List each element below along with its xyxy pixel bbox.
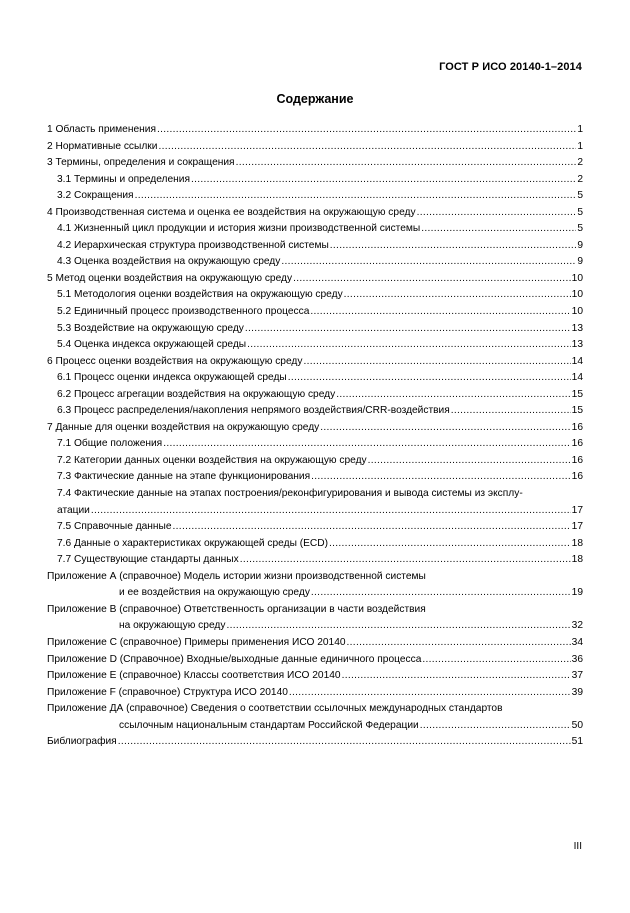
toc-leader-dots <box>422 652 570 669</box>
toc-entry-page: 10 <box>571 306 583 318</box>
toc-leader-dots <box>163 436 570 453</box>
toc-leader-dots <box>158 139 576 156</box>
toc-entry-title: 6.2 Процесс агрегации воздействия на окружающую среду <box>57 388 336 400</box>
toc-leader-dots <box>347 635 571 652</box>
toc-entry-title: 7.5 Справочные данные <box>57 521 172 533</box>
toc-entry-page: 2 <box>577 157 583 169</box>
toc-entry[interactable] <box>47 155 583 172</box>
toc-entry-page: 39 <box>571 686 583 698</box>
toc-leader-dots <box>191 172 576 189</box>
toc-leader-dots <box>240 552 571 569</box>
toc-entry-title: 6.3 Процесс распределения/накопления непрямого воздействия/CRR-воздействия <box>57 405 450 417</box>
toc-leader-dots <box>245 321 571 338</box>
toc-entry[interactable]: Приложение А (справочное) Модель истории жизни производственной системы <box>47 570 426 582</box>
toc-leader-dots <box>289 685 571 702</box>
toc-entry-title: и ее воздействия на окружающую среду <box>119 587 310 599</box>
toc-entry-page: 2 <box>577 173 583 185</box>
toc-entry[interactable] <box>47 718 583 735</box>
toc-leader-dots <box>281 254 576 271</box>
toc-entry-page: 16 <box>571 421 583 433</box>
toc-entry[interactable] <box>47 420 583 437</box>
toc-entry-title: 1 Область применения <box>47 124 156 135</box>
toc-leader-dots <box>311 585 571 602</box>
toc-entry-page: 18 <box>571 537 583 549</box>
toc-entry-title: Библиография <box>47 736 117 748</box>
toc-entry-page: 5 <box>577 190 583 202</box>
toc-entry-title: ссылочным национальным стандартам Российской Федерации <box>119 719 419 731</box>
toc-entry-title: Приложение D (Справочное) Входные/выходные данные единичного процесса <box>47 653 422 665</box>
toc-entry-page: 51 <box>571 736 583 748</box>
toc-entry-page: 9 <box>577 239 583 251</box>
toc-entry-title: Приложение F (справочное) Структура ИСО 20140 <box>47 686 288 698</box>
toc-entry-title: 5.4 Оценка индекса окружающей среды <box>57 339 247 351</box>
toc-leader-dots <box>288 370 571 387</box>
toc-entry-page: 5 <box>577 223 583 235</box>
toc-leader-dots <box>451 403 571 420</box>
toc-entry-title: 7.1 Общие положения <box>57 438 163 450</box>
toc-entry-title: 3 Термины, определения и сокращения <box>47 157 235 169</box>
toc-entry[interactable]: Приложение В (справочное) Ответственность организации в части воздействия <box>47 603 426 615</box>
toc-entry-title: Приложение С (справочное) Примеры применения ИСО 20140 <box>47 636 346 648</box>
toc-entry-page: 16 <box>571 438 583 450</box>
toc-leader-dots <box>344 287 571 304</box>
toc-entry-page: 15 <box>571 388 583 400</box>
toc-entry[interactable] <box>47 685 583 702</box>
toc-leader-dots <box>157 122 576 139</box>
toc-leader-dots <box>320 420 570 437</box>
toc-entry[interactable] <box>47 453 583 470</box>
toc-entry[interactable] <box>47 635 583 652</box>
toc-entry-title: 7 Данные для оценки воздействия на окружающую среду <box>47 421 320 433</box>
toc-entry[interactable] <box>47 304 583 321</box>
toc-entry-page: 14 <box>571 372 583 384</box>
toc-entry-page: 14 <box>571 355 583 367</box>
toc-entry-page: 5 <box>577 206 583 218</box>
toc-entry-title: 6.1 Процесс оценки индекса окружающей среды <box>57 372 287 384</box>
toc-entry-title: 4 Производственная система и оценка ее воздействия на окружающую среду <box>47 206 416 218</box>
toc-leader-dots <box>247 337 571 354</box>
toc-entry[interactable] <box>47 354 583 371</box>
toc-entry[interactable] <box>47 668 583 685</box>
toc-entry-page: 1 <box>577 124 583 135</box>
toc-entry[interactable]: 7.4 Фактические данные на этапах построения/реконфигурирования и вывода системы из эксплу- <box>57 488 523 500</box>
page-title: Содержание <box>276 92 354 106</box>
toc-entry[interactable] <box>47 188 583 205</box>
toc-entry-page: 10 <box>571 272 583 284</box>
toc-entry[interactable] <box>47 287 583 304</box>
toc-entry[interactable] <box>47 221 583 238</box>
toc-entry-title: 7.6 Данные о характеристиках окружающей среды (ECD) <box>57 537 329 549</box>
toc-leader-dots <box>342 668 571 685</box>
toc-entry[interactable] <box>47 139 583 156</box>
toc-entry-title: 7.7 Существующие стандарты данных <box>57 554 239 566</box>
toc-entry-title: 5 Метод оценки воздействия на окружающую среду <box>47 272 293 284</box>
toc-leader-dots <box>293 271 571 288</box>
page-number: III <box>573 841 582 852</box>
toc-entry[interactable] <box>47 734 583 751</box>
toc-entry-page: 18 <box>571 554 583 566</box>
document-header: ГОСТ Р ИСО 20140-1–2014 <box>439 61 582 73</box>
toc-entry[interactable] <box>47 436 583 453</box>
table-of-contents <box>47 122 583 751</box>
toc-entry[interactable] <box>47 238 583 255</box>
toc-entry-title: 5.2 Единичный процесс производственного процесса <box>57 306 310 318</box>
toc-entry[interactable] <box>47 403 583 420</box>
toc-entry[interactable] <box>47 271 583 288</box>
toc-entry[interactable] <box>47 387 583 404</box>
toc-entry-title: 2 Нормативные ссылки <box>47 140 158 152</box>
toc-entry[interactable] <box>47 552 583 569</box>
toc-leader-dots <box>330 238 577 255</box>
toc-entry-title: 4.2 Иерархическая структура производственной системы <box>57 239 329 251</box>
toc-entry[interactable] <box>47 503 583 520</box>
toc-entry-page: 36 <box>571 653 583 665</box>
toc-entry[interactable] <box>47 205 583 222</box>
toc-leader-dots <box>421 221 576 238</box>
toc-entry-page: 34 <box>571 636 583 648</box>
toc-entry-title: 4.3 Оценка воздействия на окружающую среду <box>57 256 281 268</box>
toc-entry-title: 7.3 Фактические данные на этапе функционирования <box>57 471 311 483</box>
toc-entry[interactable] <box>47 585 583 602</box>
toc-entry-title: Приложение Е (справочное) Классы соответствия ИСО 20140 <box>47 670 341 682</box>
toc-entry-page: 50 <box>571 719 583 731</box>
toc-entry[interactable] <box>47 536 583 553</box>
toc-entry-title: 3.1 Термины и определения <box>57 173 190 185</box>
toc-entry-page: 13 <box>571 322 583 334</box>
toc-leader-dots <box>311 469 571 486</box>
toc-entry-title: 5.1 Методология оценки воздействия на окружающую среду <box>57 289 343 301</box>
toc-entry-page: 10 <box>571 289 583 301</box>
toc-leader-dots <box>417 205 577 222</box>
toc-entry[interactable] <box>47 122 583 139</box>
toc-entry-page: 17 <box>571 504 583 516</box>
toc-leader-dots <box>236 155 577 172</box>
toc-leader-dots <box>91 503 571 520</box>
toc-leader-dots <box>135 188 577 205</box>
toc-entry-title: 4.1 Жизненный цикл продукции и история жизни производственной системы <box>57 223 421 235</box>
toc-entry[interactable] <box>47 370 583 387</box>
toc-entry[interactable] <box>47 337 583 354</box>
toc-entry-page: 16 <box>571 454 583 466</box>
toc-entry[interactable] <box>47 618 583 635</box>
toc-leader-dots <box>226 618 570 635</box>
toc-entry[interactable] <box>47 254 583 271</box>
toc-entry-page: 16 <box>571 471 583 483</box>
toc-entry[interactable] <box>47 652 583 669</box>
toc-leader-dots <box>336 387 570 404</box>
toc-leader-dots <box>173 519 571 536</box>
toc-entry-title: 6 Процесс оценки воздействия на окружающую среду <box>47 355 303 367</box>
toc-leader-dots <box>329 536 571 553</box>
toc-entry-page: 9 <box>577 256 583 268</box>
toc-entry-title: 3.2 Сокращения <box>57 190 134 202</box>
toc-entry-page: 37 <box>571 670 583 682</box>
toc-entry[interactable] <box>47 172 583 189</box>
toc-leader-dots <box>303 354 570 371</box>
toc-entry[interactable] <box>47 519 583 536</box>
toc-entry-title: атации <box>57 504 90 516</box>
toc-entry-page: 32 <box>571 620 583 632</box>
toc-leader-dots <box>368 453 571 470</box>
toc-leader-dots <box>118 734 571 751</box>
toc-entry[interactable]: Приложение ДА (справочное) Сведения о соответствии ссылочных международных стандартов <box>47 703 503 715</box>
toc-entry-title: на окружающую среду <box>119 620 226 632</box>
toc-entry-title: 7.2 Категории данных оценки воздействия на окружающую среду <box>57 454 367 466</box>
toc-entry[interactable] <box>47 321 583 338</box>
toc-leader-dots <box>310 304 570 321</box>
toc-entry-page: 15 <box>571 405 583 417</box>
toc-entry-page: 17 <box>571 521 583 533</box>
toc-leader-dots <box>420 718 571 735</box>
toc-entry-page: 13 <box>571 339 583 351</box>
toc-entry-title: 5.3 Воздействие на окружающую среду <box>57 322 244 334</box>
toc-entry-page: 19 <box>571 587 583 599</box>
toc-entry[interactable] <box>47 469 583 486</box>
toc-entry-page: 1 <box>577 140 583 152</box>
